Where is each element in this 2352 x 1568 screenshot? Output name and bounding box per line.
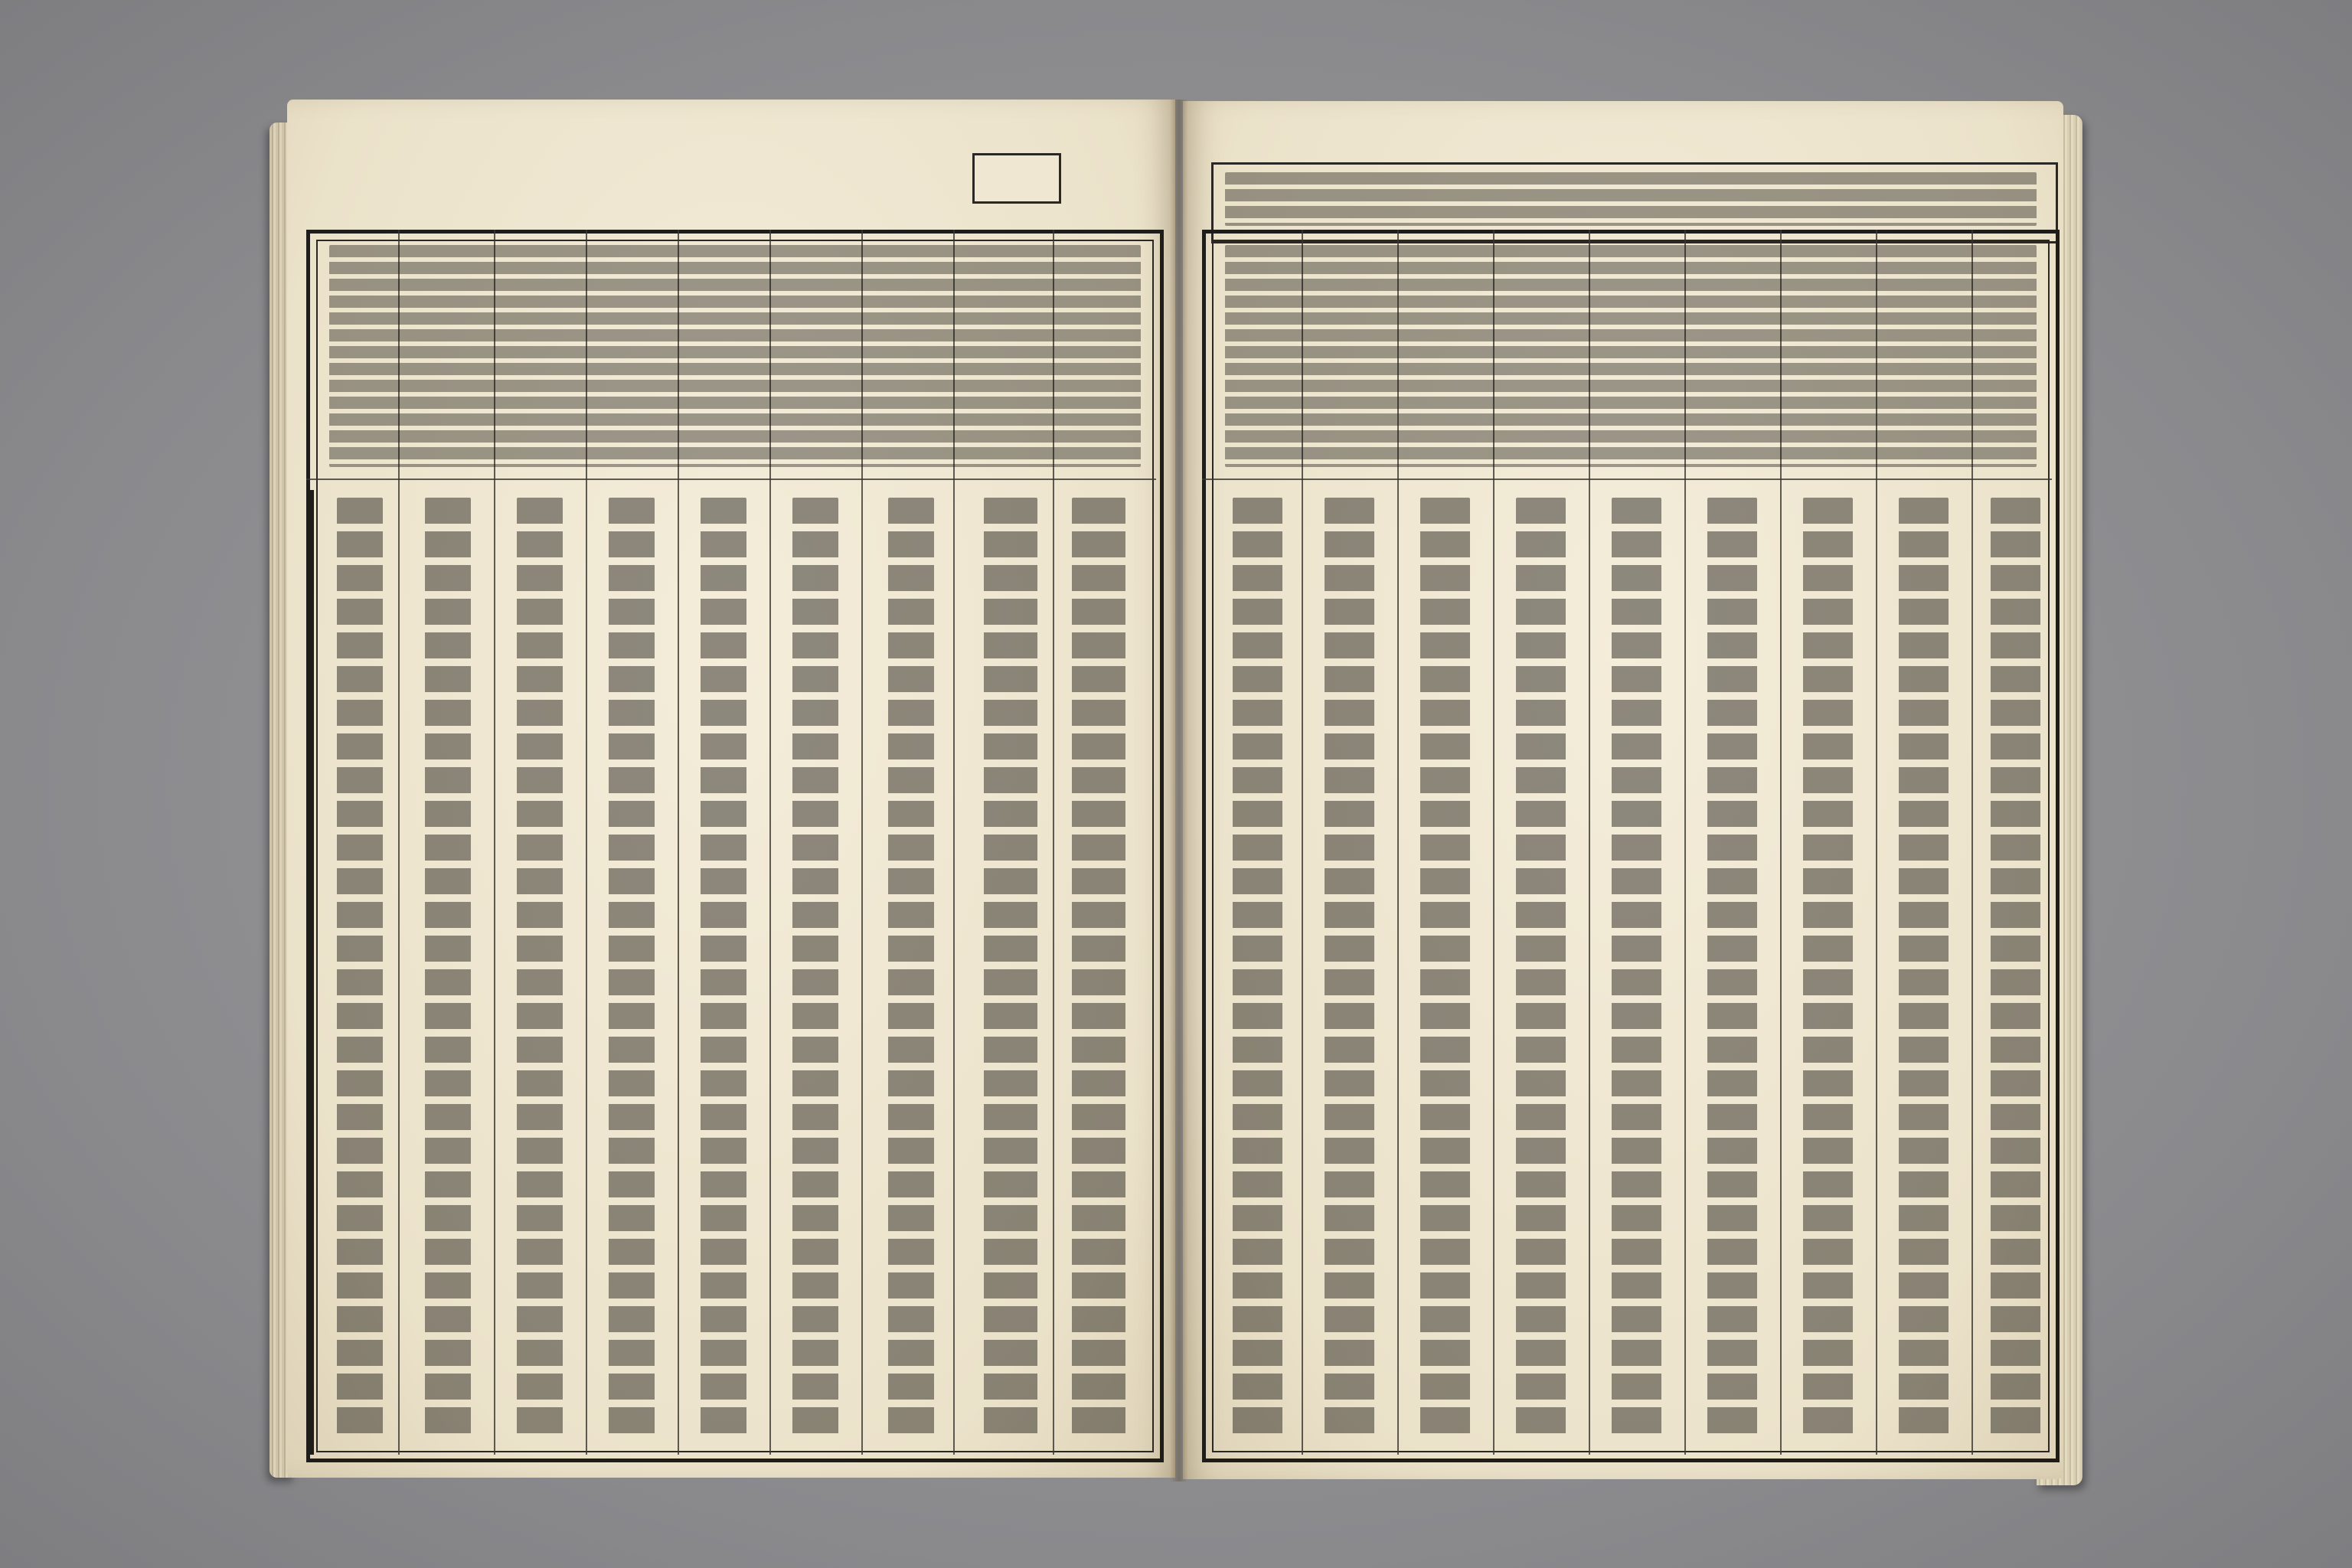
left-text-column	[984, 498, 1037, 1439]
left-text-column	[425, 498, 471, 1439]
right-header-notes	[1225, 172, 2037, 226]
right-text-column	[1516, 498, 1566, 1439]
right-page-commentary-divider	[1202, 479, 2052, 480]
right-text-column	[1325, 498, 1374, 1439]
right-text-column	[1803, 498, 1853, 1439]
right-text-column	[1899, 498, 1949, 1439]
right-text-column	[1991, 498, 2040, 1439]
right-commentary-block	[1225, 245, 2037, 467]
left-text-column	[1072, 498, 1125, 1439]
left-commentary-block	[329, 245, 1141, 467]
left-text-column	[701, 498, 746, 1439]
right-text-column	[1233, 498, 1282, 1439]
left-page-header-tab	[972, 153, 1061, 204]
left-text-column	[888, 498, 934, 1439]
left-text-column	[337, 498, 383, 1439]
right-text-column	[1612, 498, 1661, 1439]
left-page-center-strip	[306, 490, 314, 1455]
right-text-column	[1707, 498, 1757, 1439]
left-text-column	[609, 498, 655, 1439]
left-page-commentary-divider	[306, 479, 1156, 480]
left-text-column	[517, 498, 563, 1439]
right-text-column	[1420, 498, 1470, 1439]
book-gutter	[1170, 100, 1188, 1481]
left-text-column	[792, 498, 838, 1439]
